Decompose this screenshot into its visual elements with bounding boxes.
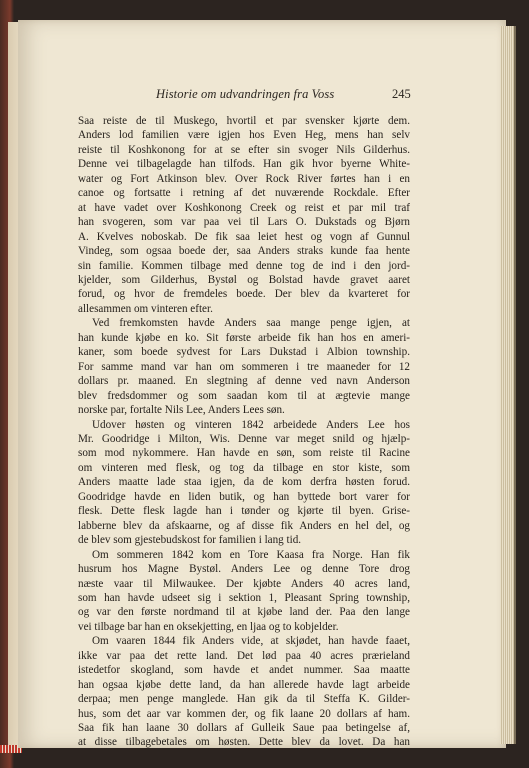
text-line: og var den første nordmand til at kjøbe land der. Paa den lange xyxy=(78,606,410,619)
text-line: A. Kvelves noboskab. De fik saa leiet hest og vogn af Gunnul xyxy=(78,230,410,243)
text-line: Om sommeren 1842 kom en Tore Kaasa fra Norge. Han fik xyxy=(92,548,410,561)
text-line: dollars pr. maaned. En slegtning af denne ved navn Anderson xyxy=(78,375,410,388)
text-line: ikke var paa det rette land. Det lød paa 40 acres prærieland xyxy=(78,649,410,662)
text-line: derpaa; men penge manglede. Han gik da til Steffa K. Gilder- xyxy=(78,693,410,706)
text-line: som mod nykommere. Han havde en søn, som reiste til Racine xyxy=(78,447,410,460)
text-line: kaner, som boede sydvest for Lars Dukstad i Albion township. xyxy=(78,346,410,359)
text-line: Ved fremkomsten havde Anders saa mange penge igjen, at xyxy=(92,317,410,330)
text-line: For samme mand var han om sommeren i tre maaneder for 12 xyxy=(78,360,410,373)
text-line: water og Fort Atkinson blev. Over Rock River førtes han i en xyxy=(78,172,410,185)
text-line: at have vadet over Koshkonong Creek og reist et par mil traf xyxy=(78,201,410,214)
text-line: vei tilbage bar han en oksekjetting, en ljaa og to kobjelder. xyxy=(78,620,339,633)
text-line: hus, som det aar var kommen der, og fik laane 20 dollars af ham. xyxy=(78,707,410,720)
text-line: labberne blev da afskaarne, og af disse fik Anders en hel del, og xyxy=(78,519,410,532)
text-line: kjelder, som Gilderhus, Bystøl og Bolstad havde gravet aaret xyxy=(78,273,410,286)
text-line: canoe og fortsatte i retning af det nuværende Rockdale. Efter xyxy=(78,187,410,200)
page-stack-edge xyxy=(500,26,516,744)
text-line: Vindeg, som ogsaa boede der, saa Anders straks kunde faa hente xyxy=(78,245,410,258)
text-line: Denne vei tilbagelagde han tilfods. Han gik hvor byerne White- xyxy=(78,158,410,171)
text-line: han kunde kjøbe en ko. Sit første arbeide fik han hos en ameri- xyxy=(78,331,410,344)
text-line: de blev som gjestebudskost for familien i lang tid. xyxy=(78,534,302,547)
text-line: sin familie. Kommen tilbage med denne tog de ind i den jord- xyxy=(78,259,410,272)
text-line: om vinteren med flesk, og tog da tilbage en stor kiste, som xyxy=(78,461,410,474)
text-line: Anders maatte lade staa igjen, da de kom derfra høsten forud. xyxy=(78,476,410,489)
text-line: som han havde udseet sig i sektion 1, Pleasant Spring township, xyxy=(78,591,410,604)
text-line: Mr. Goodridge i Milton, Wis. Denne var meget snild og hjælp- xyxy=(78,432,410,445)
text-line: Udover høsten og vinteren 1842 arbeidede Anders Lee hos xyxy=(92,418,410,431)
text-line: reiste til Koshkonong for at se efter sin svoger Nils Gilderhus. xyxy=(78,143,410,156)
text-line: flesk. Dette flesk lagde han i tønder og kjørte til byen. Grise- xyxy=(78,505,410,518)
text-line: næste vaar til Milwaukee. Der kjøbte Anders 40 acres land, xyxy=(78,577,410,590)
text-line: norske par, fortalte Nils Lee, Anders Lees søn. xyxy=(78,404,285,417)
text-line: han svogeren, som var paa vei til Lars O. Dukstads og Bjørn xyxy=(78,216,410,229)
text-line: Saa fik han laane 30 dollars af Gulleik Saue paa betingelse af, xyxy=(78,722,410,735)
text-line: Om vaaren 1844 fik Anders vide, at skjødet, han havde faaet, xyxy=(92,635,410,648)
text-line: allesammen om vinteren efter. xyxy=(78,302,213,315)
text-line: han ogsaa kjøbe dette land, da han allerede havde lagt arbeide xyxy=(78,678,410,691)
text-line: blev fredsdommer og som saadan kom til at ægtevie mange xyxy=(78,389,410,402)
text-line: Saa reiste de til Muskego, hvortil et par svensker kjørte dem. xyxy=(78,115,410,127)
running-header-title: Historie om udvandringen fra Voss xyxy=(156,87,335,101)
text-line: Anders lod familien være igjen hos Even Heg, mens han selv xyxy=(78,129,410,142)
text-line: forud, og hvor de fremdeles boede. Der blev da kvarteret for xyxy=(78,288,410,301)
text-line: Goodridge havde en liden butik, og han byttede bort varer for xyxy=(78,490,410,503)
text-line: at disse tilbagebetales om høsten. Dette blev da lovet. Da han xyxy=(78,736,410,749)
text-line: istedetfor skogland, som havde et andet nummer. Saa maatte xyxy=(78,664,410,677)
text-line: husrum hos Magne Bystøl. Anders Lee og denne Tore drog xyxy=(78,563,410,576)
body-text xyxy=(78,114,410,750)
page-number: 245 xyxy=(392,87,411,101)
